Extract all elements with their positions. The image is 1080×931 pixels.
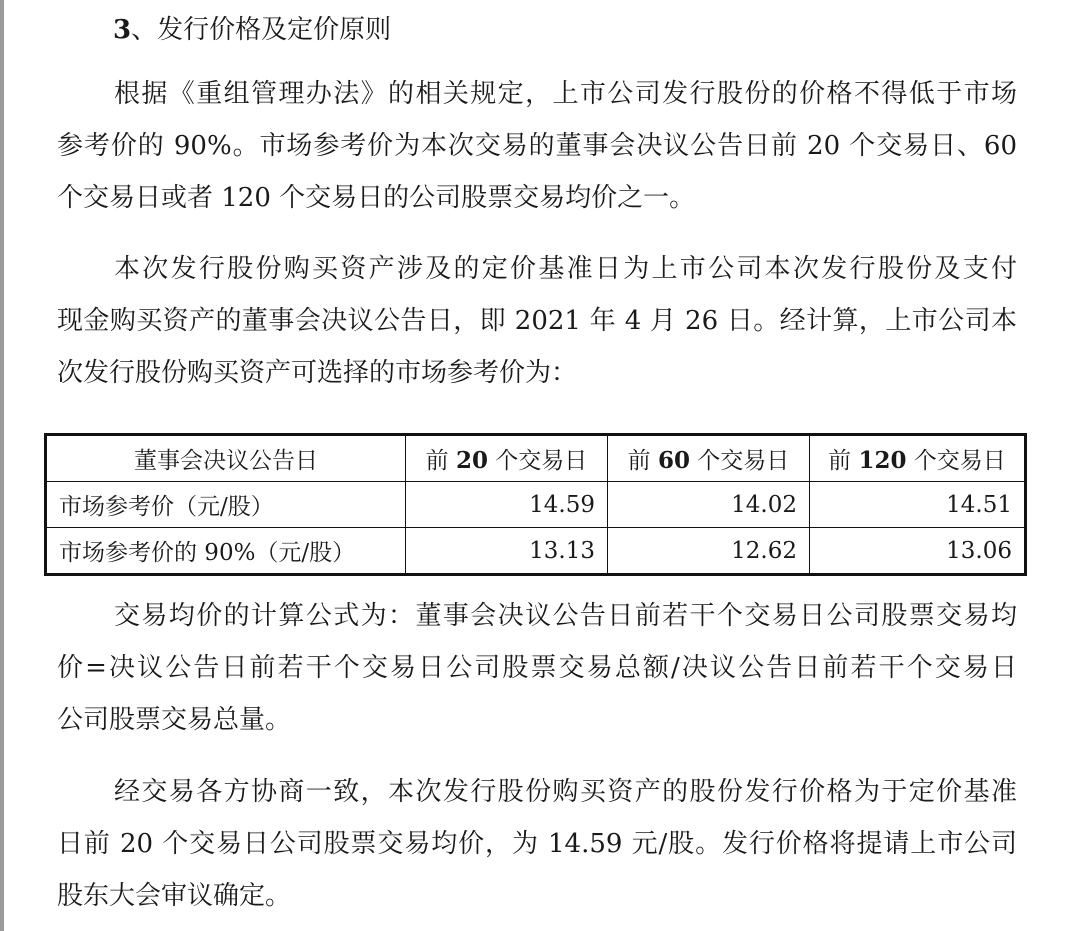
header-number: 60 (657, 447, 690, 474)
header-cell-20-days (406, 435, 608, 482)
paragraph-base-date (57, 243, 1017, 399)
header-cell-60-days (608, 435, 810, 482)
paragraph-line: 股东大会审议确定。 (57, 881, 292, 911)
paragraph-line: 日前 20 个交易日公司股票交易均价，为 14.59 元/股。发行价格将提请上市公司 (57, 829, 1017, 859)
paragraph-line: 次发行股份购买资产可选择的市场参考价为： (57, 358, 578, 388)
paragraph-pricing-rule (57, 68, 1017, 224)
header-text: 个交易日 (690, 448, 790, 474)
header-number: 120 (858, 447, 907, 474)
cell-value: 14.51 (810, 482, 1026, 528)
cell-value: 14.02 (608, 482, 810, 528)
cell-value: 12.62 (608, 528, 810, 575)
market-reference-price-table (44, 433, 1027, 576)
header-text: 个交易日 (488, 448, 588, 474)
row-label: 市场参考价的 90%（元/股） (46, 528, 406, 575)
table-header-row (46, 435, 1026, 482)
paragraph-average-price-formula (57, 590, 1017, 746)
paragraph-line: 交易均价的计算公式为：董事会决议公告日前若干个交易日公司股票交易均 (114, 601, 1017, 631)
header-text: 前 (627, 448, 658, 474)
header-text: 前 (425, 448, 456, 474)
header-cell-announcement-date: 董事会决议公告日 (46, 435, 406, 482)
paragraph-issue-price (57, 766, 1017, 922)
table-row (46, 482, 1026, 528)
table-row (46, 528, 1026, 575)
paragraph-line: 根据《重组管理办法》的相关规定，上市公司发行股份的价格不得低于市场 (114, 79, 1017, 109)
section-number: 3 (113, 15, 132, 45)
paragraph-line: 公司股票交易总量。 (57, 705, 292, 735)
paragraph-line: 价=决议公告日前若干个交易日公司股票交易总额/决议公告日前若干个交易日 (57, 653, 1017, 683)
row-label: 市场参考价（元/股） (46, 482, 406, 528)
paragraph-line: 个交易日或者 120 个交易日的公司股票交易均价之一。 (57, 183, 696, 213)
cell-value: 14.59 (406, 482, 608, 528)
cell-value: 13.13 (406, 528, 608, 575)
paragraph-line: 参考价的 90%。市场参考价为本次交易的董事会决议公告日前 20 个交易日、60 (57, 131, 1017, 161)
cell-value: 13.06 (810, 528, 1026, 575)
section-title: 、发行价格及定价原则 (131, 15, 392, 45)
header-cell-120-days (810, 435, 1026, 482)
paragraph-line: 本次发行股份购买资产涉及的定价基准日为上市公司本次发行股份及支付 (114, 254, 1017, 284)
section-heading (113, 14, 391, 46)
header-text: 个交易日 (906, 448, 1006, 474)
header-text: 前 (828, 448, 859, 474)
header-number: 20 (455, 447, 488, 474)
paragraph-line: 经交易各方协商一致，本次发行股份购买资产的股份发行价格为于定价基准 (114, 777, 1017, 807)
paragraph-line: 现金购买资产的董事会决议公告日，即 2021 年 4 月 26 日。经计算，上市公司本 (57, 306, 1017, 336)
